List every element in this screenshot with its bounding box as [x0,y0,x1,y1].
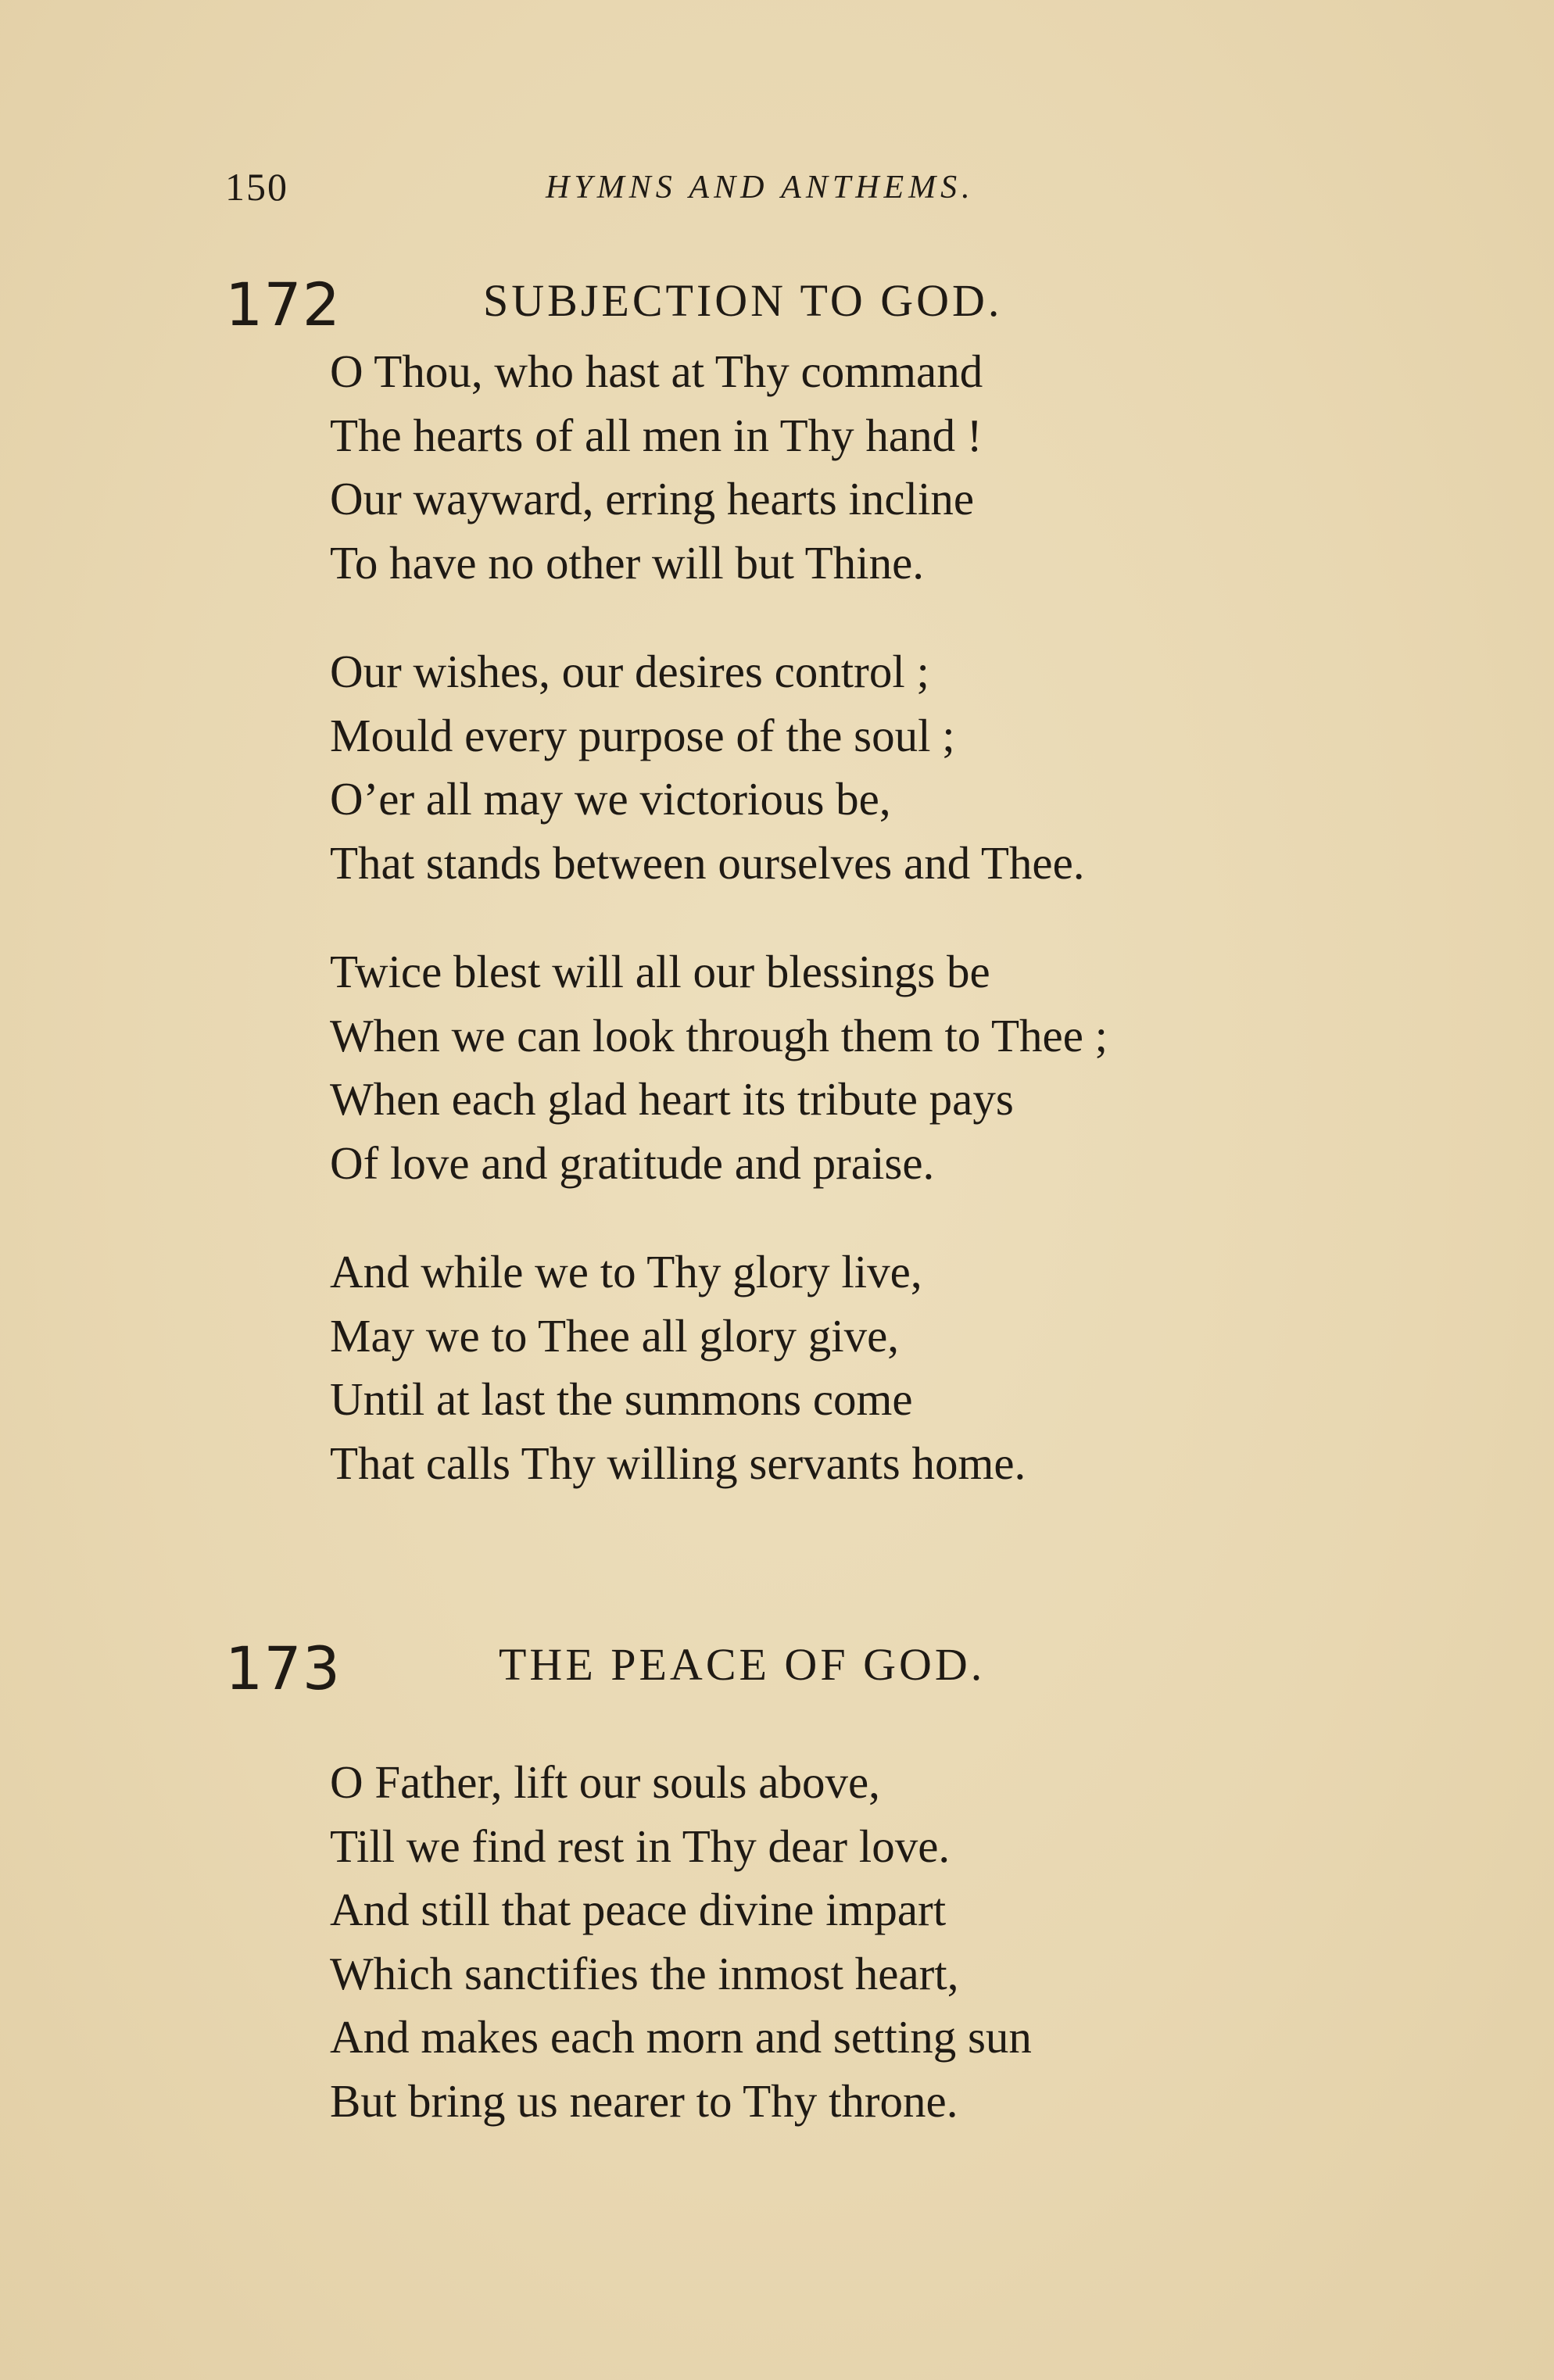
verse-line: The hearts of all men in Thy hand ! [330,409,983,461]
verse-line: And makes each morn and setting sun [330,2011,1032,2063]
verse-line: To have no other will but Thine. [330,536,924,589]
verse-line: That stands between ourselves and Thee. [330,836,1085,889]
verse-line: Twice blest will all our blessings be [330,946,990,997]
verse-line: But bring us nearer to Thy throne. [330,2074,958,2127]
verse-line: When we can look through them to Thee ; [330,1009,1108,1061]
hymn-172 [225,270,1398,1495]
verse-line: Till we find rest in Thy dear love. [330,1820,951,1872]
verse-line: And still that peace divine impart [330,1884,947,1935]
verse-line: And while we to Thy glory live, [330,1246,922,1297]
verse-line: Our wishes, our desires control ; [330,646,929,697]
hymn-173 [225,1634,1398,2133]
verse-line: Of love and gratitude and praise. [330,1136,935,1189]
hymn-header [225,1634,1398,1704]
verse-line: Mould every purpose of the soul ; [330,709,955,761]
stanza-3 [330,940,1398,1195]
hymn-text [225,1751,1398,2133]
stanza-4 [330,1240,1398,1495]
running-head [225,164,1163,211]
stanza-1 [330,340,1398,595]
verse-line: Until at last the summons come [330,1373,913,1425]
verse-line: Our wayward, erring hearts incline [330,473,975,524]
stanza-1 [330,1751,1398,2133]
page-number: 150 [225,165,288,209]
verse-line: When each glad heart its tribute pays [330,1073,1014,1125]
hymn-text [225,340,1398,1495]
verse-line: Which sanctifies the inmost heart, [330,1947,959,1999]
verse-line: May we to Thee all glory give, [330,1309,900,1362]
verse-line: That calls Thy willing servants home. [330,1437,1026,1489]
hymn-header [225,270,1398,340]
hymn-number: 172 [225,270,342,339]
running-title: HYMNS AND ANTHEMS. [546,170,975,206]
hymn-title: SUBJECTION TO GOD. [483,275,1003,326]
hymn-title: THE PEACE OF GOD. [499,1639,986,1690]
verse-line: O’er all may we victorious be, [330,773,891,825]
stanza-2 [330,640,1398,895]
verse-line: O Father, lift our souls above, [330,1756,880,1808]
verse-line: O Thou, who hast at Thy command [330,345,983,397]
hymn-number: 173 [225,1634,342,1703]
